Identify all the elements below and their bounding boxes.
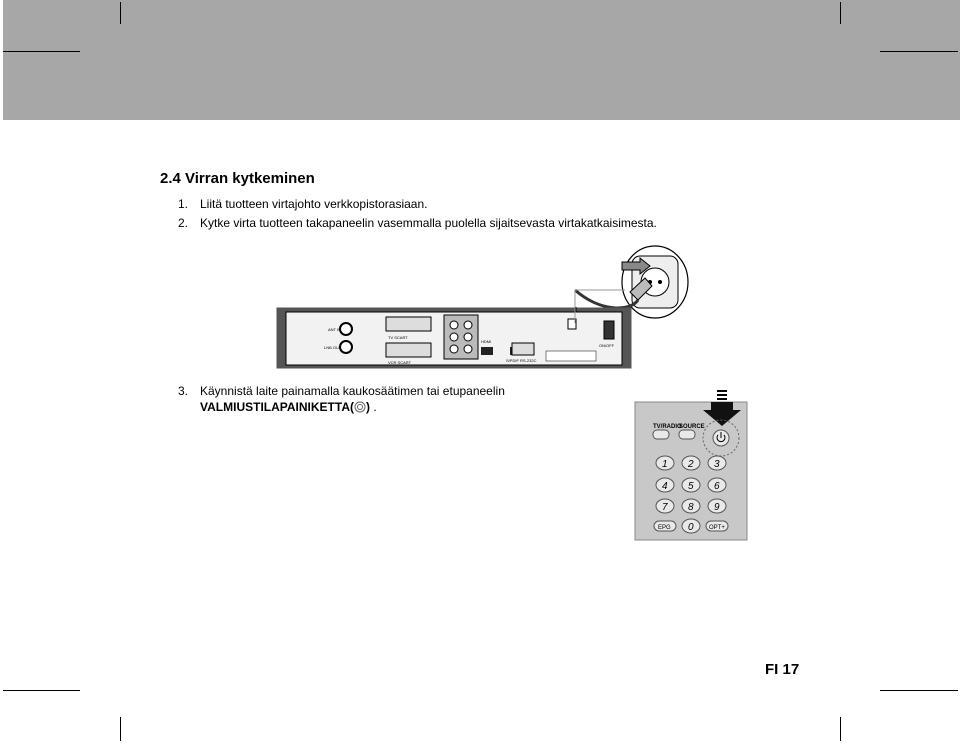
step-number: 1. bbox=[178, 197, 189, 211]
remote-source-label: SOURCE bbox=[679, 424, 705, 430]
crop-mark bbox=[880, 51, 958, 52]
remote-key-6: 6 bbox=[714, 481, 720, 492]
remote-key-2: 2 bbox=[688, 459, 694, 470]
remote-key-1: 1 bbox=[662, 459, 668, 470]
label-onoff: ON/OFF bbox=[599, 343, 615, 348]
page-number: FI 17 bbox=[765, 661, 800, 678]
step-text: Käynnistä laite painamalla kaukosäätimen tai etupaneelin bbox=[200, 384, 505, 398]
remote-key-8: 8 bbox=[688, 502, 694, 513]
remote-key-5: 5 bbox=[688, 481, 694, 492]
label-spdif: S/PDIF bbox=[506, 358, 519, 363]
remote-key-7: 7 bbox=[662, 502, 668, 513]
crop-mark bbox=[3, 51, 80, 52]
step-3 bbox=[178, 384, 505, 398]
step-text: Kytke virta tuotteen takapaneelin vasemmalla puolella sijaitsevasta virtakatkaisimesta. bbox=[200, 216, 657, 230]
remote-tvradio-label: TV/RADIO bbox=[653, 424, 682, 430]
label-vcr-scart: VCR SCART bbox=[388, 360, 412, 365]
label-hdmi: HDMI bbox=[481, 339, 492, 344]
step-2 bbox=[178, 216, 657, 230]
standby-icon bbox=[354, 401, 366, 413]
crop-mark bbox=[120, 717, 121, 741]
label-lnb-out: LNB OUT bbox=[324, 345, 342, 350]
remote-control-illustration bbox=[633, 388, 751, 542]
remote-key-9: 9 bbox=[714, 502, 720, 513]
crop-mark bbox=[3, 690, 80, 691]
step-text: Liitä tuotteen virtajohto verkkopistorasiaan. bbox=[200, 197, 428, 211]
step-number: 2. bbox=[178, 216, 189, 230]
step-number: 3. bbox=[178, 384, 189, 398]
step-tail: . bbox=[373, 400, 377, 414]
remote-key-epg: EPG bbox=[658, 525, 671, 531]
crop-mark bbox=[120, 2, 121, 24]
crop-mark bbox=[880, 690, 958, 691]
remote-key-opt: OPT+ bbox=[709, 525, 725, 531]
remote-key-4: 4 bbox=[662, 481, 668, 492]
standby-button-label: VALMIUSTILAPAINIKETTA( bbox=[200, 400, 354, 414]
label-ant-in: ANT IN bbox=[328, 327, 342, 332]
section-title: 2.4 Virran kytkeminen bbox=[160, 170, 315, 187]
label-rs232c: RS-232C bbox=[520, 358, 537, 363]
label-tv-scart: TV SCART bbox=[388, 335, 408, 340]
cable-line bbox=[565, 285, 645, 325]
step-1 bbox=[178, 197, 427, 211]
step-3-continuation bbox=[200, 400, 377, 414]
crop-mark bbox=[840, 717, 841, 741]
crop-mark bbox=[840, 2, 841, 24]
remote-key-0: 0 bbox=[688, 522, 694, 533]
remote-key-3: 3 bbox=[714, 459, 720, 470]
standby-button-label-end: ) bbox=[365, 400, 370, 414]
header-band bbox=[3, 0, 960, 120]
